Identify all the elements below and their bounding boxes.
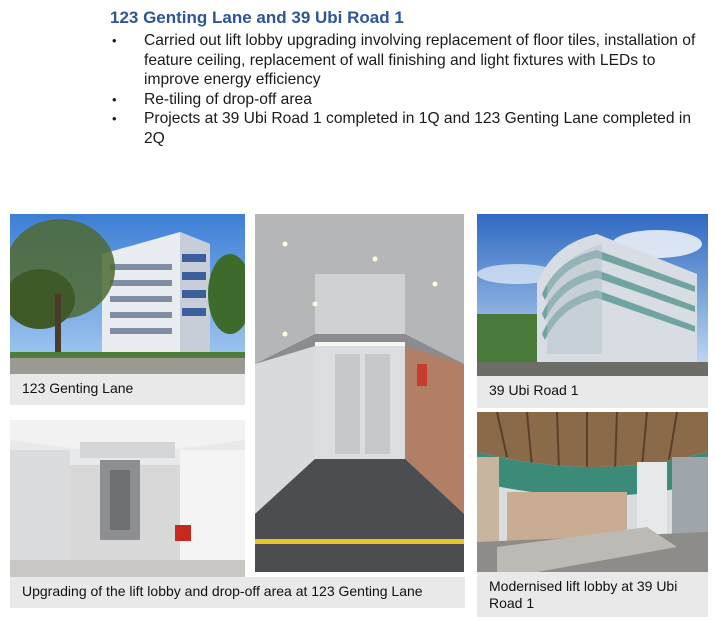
ubi-road-lobby-caption: Modernised lift lobby at 39 Ubi Road 1 [477,572,708,617]
section-heading: 123 Genting Lane and 39 Ubi Road 1 [110,8,404,27]
bullet-dot-icon: • [112,91,117,107]
bullet-item: • Re-tiling of drop-off area [112,90,312,108]
bullet-list [110,31,700,148]
genting-lane-lobby-caption: Upgrading of the lift lobby and drop-off area at 123 Genting Lane [10,577,465,608]
ubi-road-exterior-caption: 39 Ubi Road 1 [477,376,708,408]
genting-lane-lobby-photo [255,214,464,572]
bullet-dot-icon: • [112,33,117,48]
genting-lane-drop-off-photo [10,420,245,577]
bullet-dot-icon: • [112,111,117,126]
ubi-road-lobby-photo [477,412,708,572]
genting-lane-exterior-caption: 123 Genting Lane [10,374,245,405]
ubi-road-exterior-photo [477,214,708,376]
bullet-item: • Carried out lift lobby upgrading involving replacement of floor tiles, installation of feature ceiling, replacement of wall finishing and light fixtures with LEDs to improve energy efficiency [112,32,696,88]
genting-lane-exterior-photo [10,214,245,374]
bullet-item: • Projects at 39 Ubi Road 1 completed in 1Q and 123 Genting Lane completed in 2Q [112,110,691,147]
